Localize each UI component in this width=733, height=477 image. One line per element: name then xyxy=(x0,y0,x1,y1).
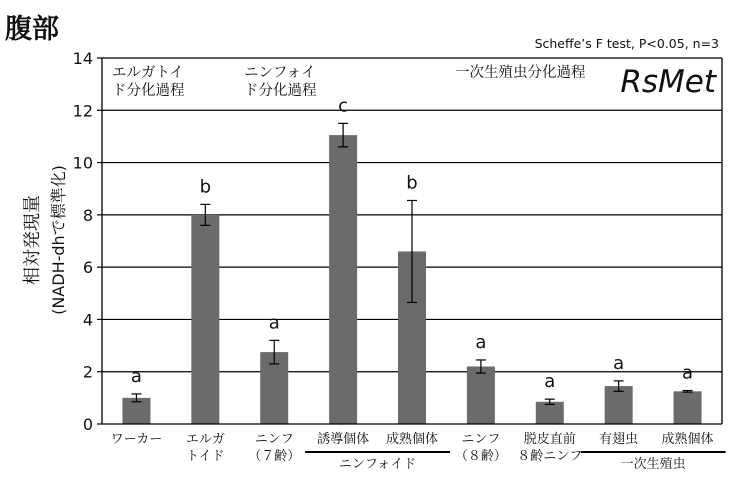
annotations xyxy=(112,63,586,99)
x-tick-label: トイド xyxy=(186,449,225,464)
x-tick-label: 誘導個体 xyxy=(317,432,370,447)
significance-letter: a xyxy=(544,371,556,393)
process-annotation: ド分化過程 xyxy=(112,83,185,99)
bar xyxy=(536,402,564,424)
significance-letter: a xyxy=(475,331,487,353)
significance-letter: a xyxy=(613,352,625,374)
significance-letter: a xyxy=(682,362,694,384)
bar xyxy=(674,391,702,424)
y-axis-label xyxy=(22,165,68,315)
y-axis-title: 相対発現量 xyxy=(22,195,43,285)
x-tick-label: 成熟個体 xyxy=(385,432,439,447)
y-axis-subtitle: (NADH-dhで標準化) xyxy=(49,165,68,315)
x-tick-label: 有翅虫 xyxy=(599,432,639,447)
x-tick-label: 脱皮直前 xyxy=(523,432,576,447)
x-tick-label: （７齢） xyxy=(248,449,301,464)
significance-letter: a xyxy=(268,312,280,334)
x-tick-label: ８齢ニンフ xyxy=(517,449,583,464)
chart-title: RsMet xyxy=(620,64,716,100)
bar xyxy=(191,215,219,424)
x-tick-label: 成熟個体 xyxy=(661,432,714,447)
x-tick-label: ニンフ xyxy=(461,432,501,447)
process-annotation: 一次生殖虫分化過程 xyxy=(455,65,586,81)
y-tick-label: 14 xyxy=(72,49,93,68)
group-label: ニンフォイド xyxy=(338,457,417,472)
x-tick-label: ニンフ xyxy=(254,432,294,447)
y-tick-label: 2 xyxy=(82,362,93,382)
y-tick-label: 0 xyxy=(82,415,93,434)
process-annotation: ド分化過程 xyxy=(244,83,317,99)
significance-letter: b xyxy=(406,172,418,194)
bars xyxy=(122,95,701,424)
process-annotation: エルガトイ xyxy=(112,65,184,81)
x-tick-label: エルガ xyxy=(185,432,225,447)
stat-note: Scheffe’s F test, P<0.05, n=3 xyxy=(534,36,719,51)
group-label: 一次生殖虫 xyxy=(620,457,686,472)
y-tick-label: 12 xyxy=(72,101,93,121)
bar xyxy=(329,135,357,424)
significance-letter: b xyxy=(199,176,212,198)
significance-letter: a xyxy=(130,365,142,387)
y-tick-label: 4 xyxy=(82,310,93,330)
x-tick-label: ワーカー xyxy=(110,432,163,447)
bar xyxy=(467,366,495,424)
y-tick-label: 6 xyxy=(82,258,93,278)
y-tick-label: 10 xyxy=(72,153,93,173)
page-title: 腹部 xyxy=(5,14,59,45)
y-tick-label: 8 xyxy=(82,205,93,225)
x-tick-label: （８齢） xyxy=(454,449,507,464)
significance-letter: c xyxy=(338,95,349,117)
process-annotation: ニンフォイ xyxy=(244,65,316,81)
